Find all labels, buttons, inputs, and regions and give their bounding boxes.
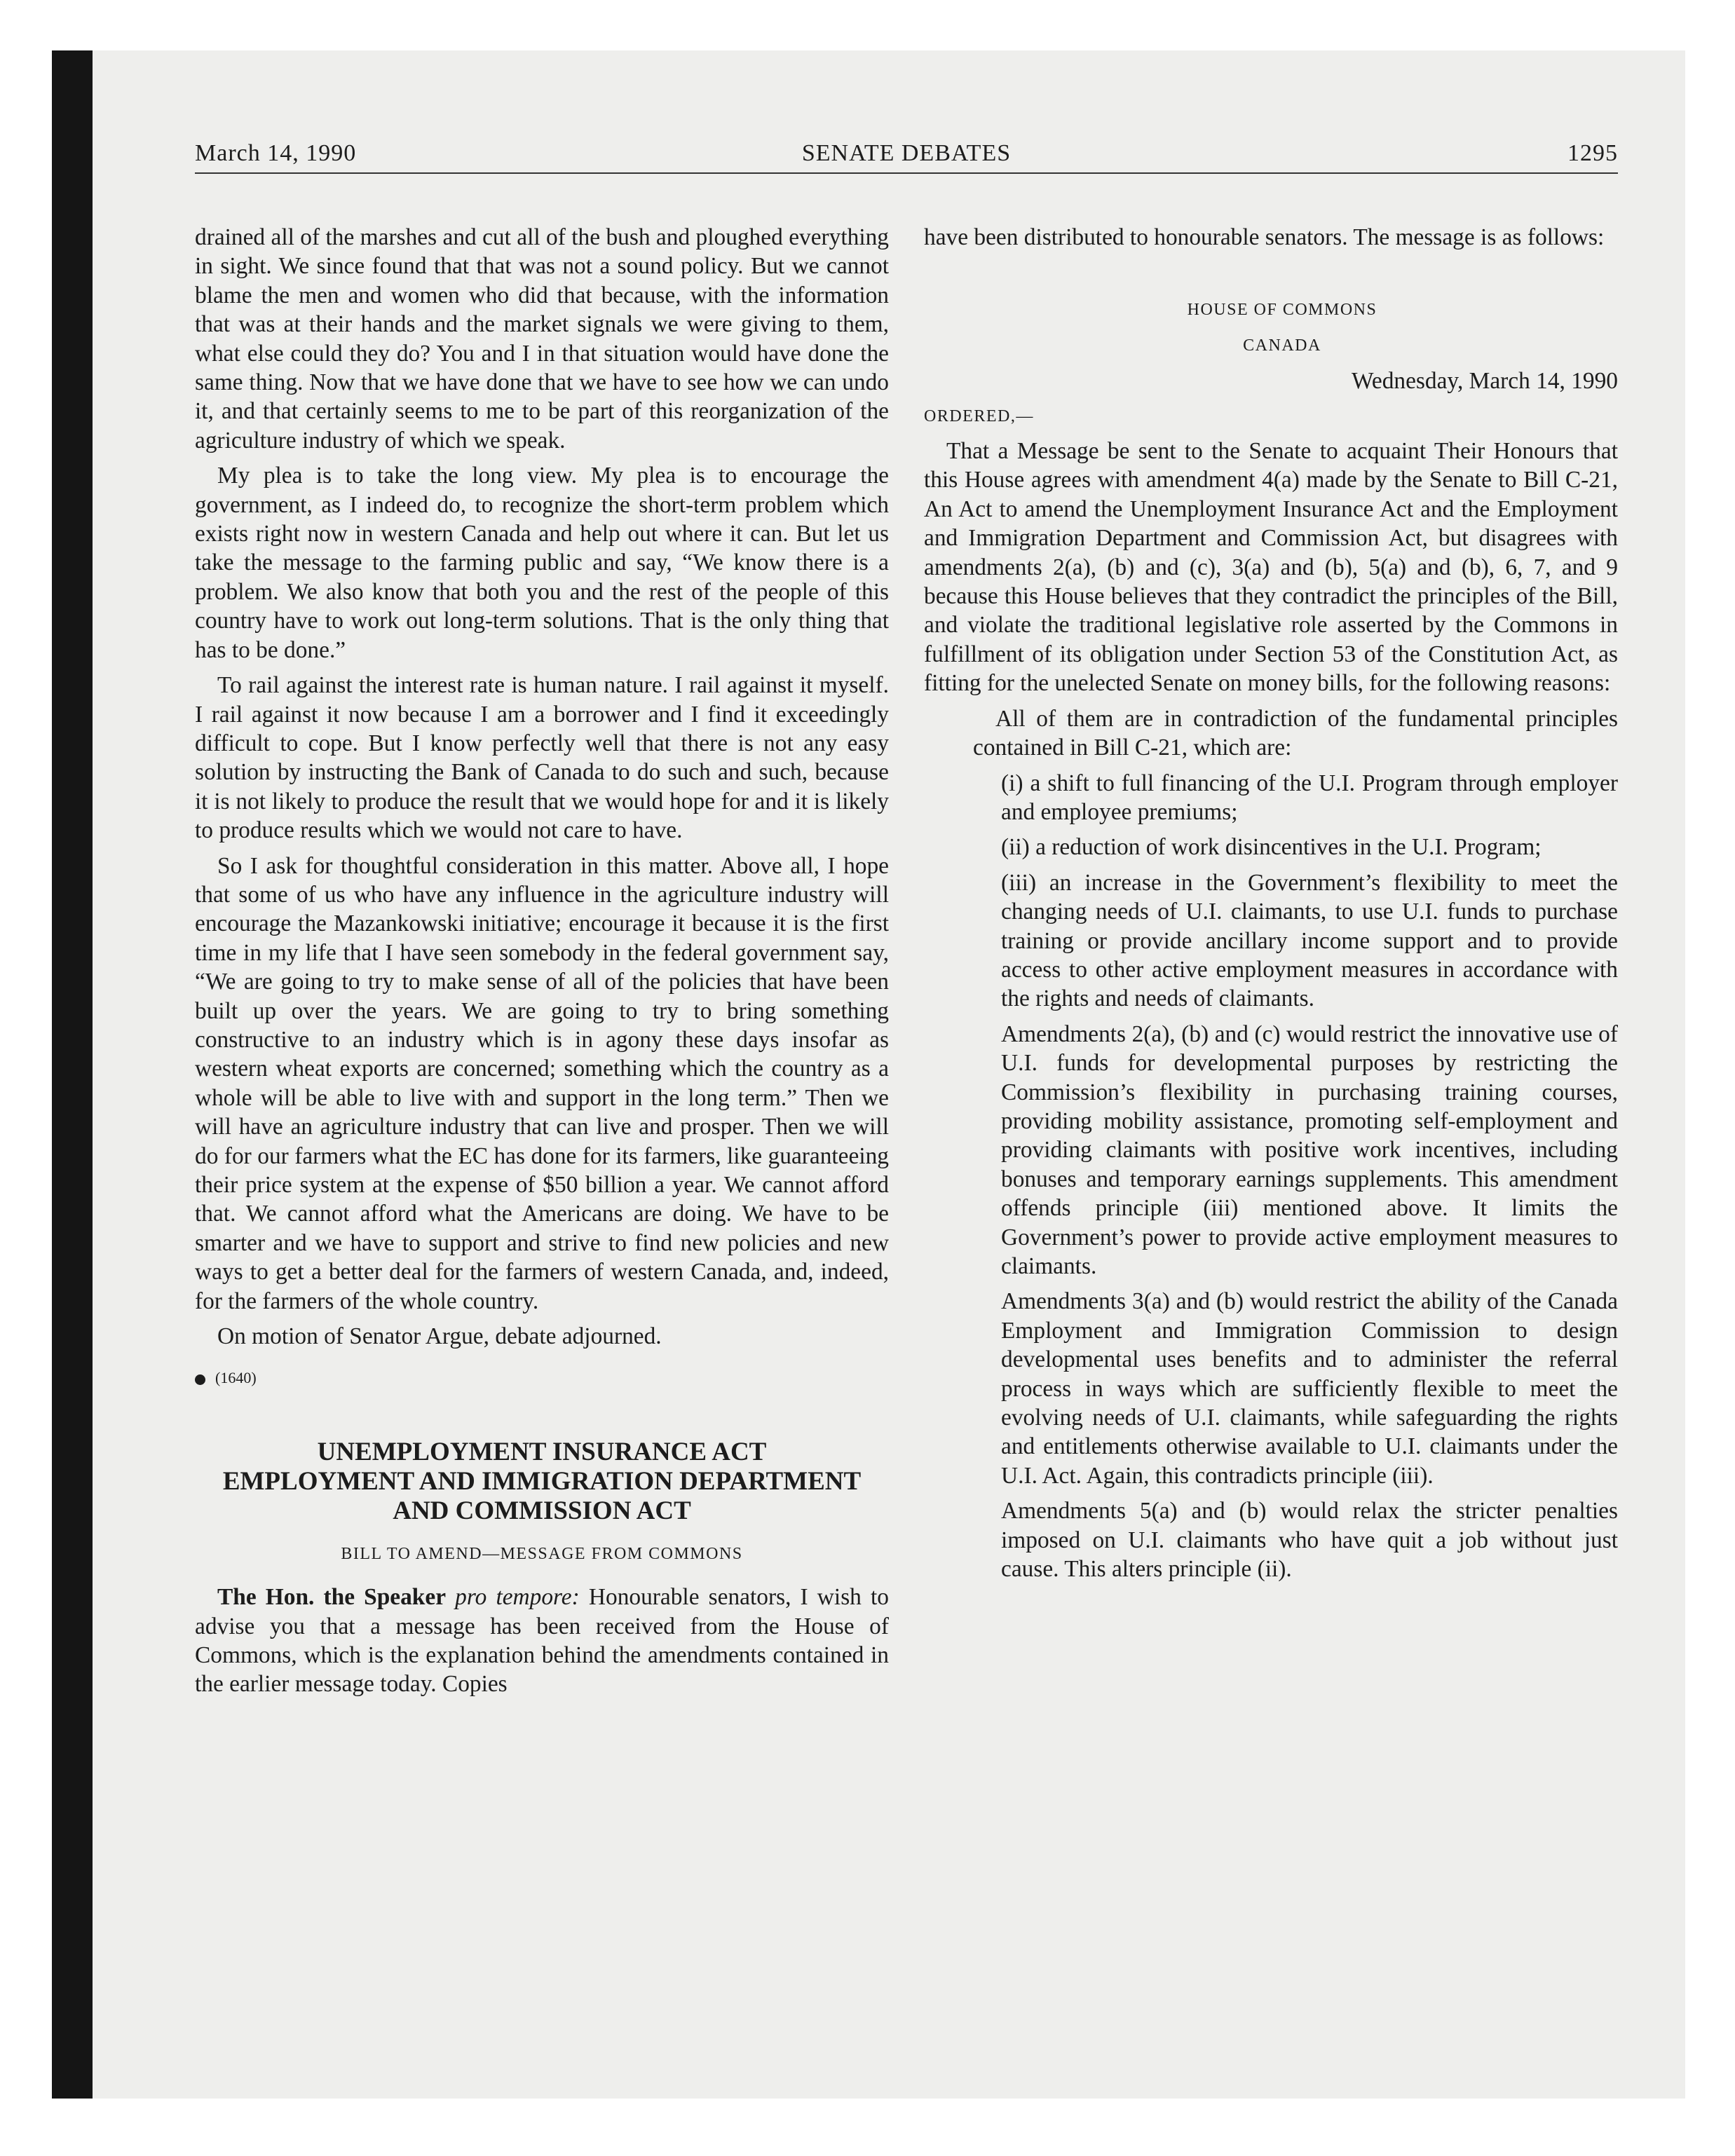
speaker-paragraph	[195, 1583, 889, 1699]
amendment-item: Amendments 5(a) and (b) would relax the stricter penalties imposed on U.I. claimants who have quit a job without just cause. This alters principle (ii).	[1001, 1498, 1618, 1583]
speech-text: Honourable senators, I wish to advise you that a message has been received from the House of Commons, which is the explanation behind the amendments contained in the earlier message today. Copies	[195, 1584, 889, 1698]
house-line: HOUSE OF COMMONS	[1187, 301, 1377, 320]
paragraph: On motion of Senator Argue, debate adjourned.	[217, 1323, 662, 1350]
principles-list	[1001, 769, 1618, 1014]
page-header	[195, 140, 1618, 174]
message-body: That a Message be sent to the Senate to acquaint Their Honours that this House agrees with amendment 4(a) made by the Senate to Bill C-21, An Act to amend the Unemployment Insurance Act and the Employment and Immigration Department and Commission Act, but disagrees with amendments 2(a), (b) and (c), 3(a) and (b), 5(a) and (b), 6, 7, and 9 because this House believes that they contradict the principles of the Bill, and violate the traditional legislative role asserted by the Commons in fulfillment of its obligation under Section 53 of the Constitution Act, as fitting for the unelected Senate on money bills, for the following reasons:	[924, 438, 1618, 697]
time-marker-text: (1640)	[215, 1369, 257, 1387]
principles-intro: All of them are in contradiction of the fundamental principles contained in Bill C-21, which are:	[973, 705, 1618, 761]
ordered-label: ORDERED,—	[924, 407, 1034, 425]
country-line: CANADA	[1243, 336, 1321, 355]
amendment-item: Amendments 3(a) and (b) would restrict the ability of the Canada Employment and Immigration Commission to design developmental uses benefits and to administer the referral process in ways which are sufficiently flexible to meet the evolving needs of U.I. claimants, while safeguarding the rights and entitlements otherwise available to U.I. claimants under the U.I. Act. Again, this contradicts principle (iii).	[1001, 1288, 1618, 1489]
principle-item: (ii) a reduction of work disincentives in the U.I. Program;	[1001, 834, 1542, 861]
section-subtitle: BILL TO AMEND—MESSAGE FROM COMMONS	[341, 1544, 743, 1563]
section-title-line: EMPLOYMENT AND IMMIGRATION DEPARTMENT	[222, 1466, 862, 1496]
paragraph: My plea is to take the long view. My plea is to encourage the government, as I indeed do, to recognize the short-term problem which exists right now in western Canada and help out where it can. But let us take the message to the farming public and say, “We know there is a problem. We also know that both you and the rest of the people of this country have to work out long-term solutions. That is the only thing that has to be done.”	[195, 463, 889, 663]
principle-item: (iii) an increase in the Government’s flexibility to meet the changing needs of U.I. claimants, to use U.I. funds to purchase training or provide ancillary income support and to provide access to other active employment measures in accordance with the rights and needs of claimants.	[1001, 869, 1618, 1012]
paragraph: drained all of the marshes and cut all of the bush and ploughed everything in sight. We since found that that was not a sound policy. But we cannot blame the men and women who did that because, with the information that was at their hands and the market signals we were giving to them, what else could they do? You and I in that situation would have done the same thing. Now that we have done that we have to see how we can undo it, and that certainly seems to me to be part of this reorganization of the agriculture industry of which we speak.	[195, 224, 889, 453]
header-rule	[195, 172, 1618, 174]
message-date: Wednesday, March 14, 1990	[1352, 368, 1618, 395]
paragraph: So I ask for thoughtful consideration in this matter. Above all, I hope that some of us who have any influence in the agriculture industry will encourage the Mazankowski initiative; encourage it because it is the first time in my life that I have seen somebody in the federal government say, “We are going to try to make sense of all of the policies that have been built up over the years. We are going to try to bring something constructive to an industry which is in agony these days insofar as western wheat exports are concerned; something which the country as a whole will be able to live with and support in the long term.” Then we will have an agriculture industry that can live and prosper. Then we will do for our farmers what the EC has done for its farmers, like guaranteeing their price system at the expense of $50 billion a year. We cannot afford that. We cannot afford what the Americans are doing. We have to be smarter and we have to support and strive to find new policies and new ways to get a better deal for the farmers of western Canada, and, indeed, for the farmers of the whole country.	[195, 852, 889, 1314]
header-date: March 14, 1990	[195, 140, 357, 166]
principle-item: (i) a shift to full financing of the U.I. Program through employer and employee premiums;	[1001, 770, 1618, 825]
principles-block	[973, 704, 1618, 1014]
amendments-block	[1001, 1020, 1618, 1584]
header-title: SENATE DEBATES	[801, 140, 1012, 166]
bullet-icon	[195, 1374, 205, 1385]
right-column	[924, 223, 1618, 1590]
paragraph: have been distributed to honourable senators. The message is as follows:	[924, 224, 1605, 250]
amendment-item: Amendments 2(a), (b) and (c) would restrict the innovative use of U.I. funds for developmental purposes by restricting the Commission’s flexibility in purchasing training courses, providing mobility assistance, promoting self-employment and providing claimants with positive work incentives, including bonuses and temporary earnings supplements. This amendment offends principle (iii) mentioned above. It limits the Government’s power to provide active employment measures to claimants.	[1001, 1021, 1618, 1279]
scan-binding-edge	[52, 50, 93, 2099]
time-marker	[195, 1363, 889, 1392]
header-page-number: 1295	[1567, 140, 1618, 166]
spacer	[924, 258, 1618, 296]
speaker-role: pro tempore:	[455, 1584, 580, 1611]
section-title	[195, 1438, 889, 1526]
section-title-line: AND COMMISSION ACT	[393, 1496, 691, 1525]
paragraph: To rail against the interest rate is human nature. I rail against it myself. I rail against it now because I am a borrower and I find it exceedingly difficult to cope. But I know perfectly well that there is not any easy solution by instructing the Bank of Canada to do such and such, because it is not likely to produce the result that we would hope for and it is likely to produce results which we would not care to have.	[195, 672, 889, 844]
speaker-name: The Hon. the Speaker	[217, 1584, 447, 1611]
left-column	[195, 223, 889, 1705]
section-title-line: UNEMPLOYMENT INSURANCE ACT	[317, 1437, 767, 1466]
